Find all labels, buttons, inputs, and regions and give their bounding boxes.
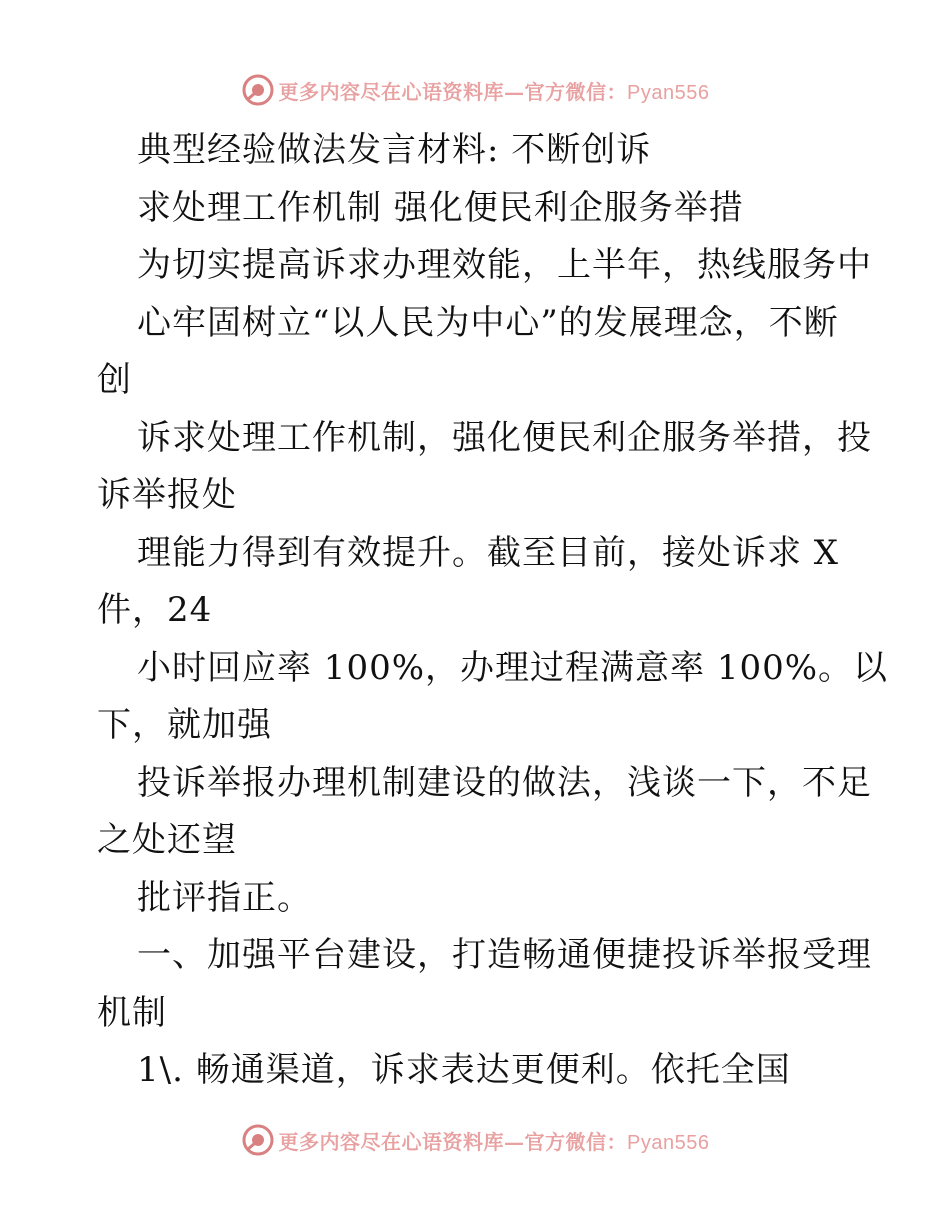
text-line: 之处还望 (97, 820, 237, 860)
text-line: 典型经验做法发言材料: 不断创诉 (137, 130, 652, 170)
logo-icon (241, 1123, 275, 1157)
text-line: 心牢固树立“以人民为中心”的发展理念，不断 (137, 302, 839, 343)
text-line: 为切实提高诉求办理效能，上半年，热线服务中 (137, 245, 872, 285)
watermark-text: 更多内容尽在心语资料库—官方微信：Pyan556 (278, 79, 710, 104)
watermark-header (0, 70, 950, 110)
logo-icon (241, 73, 275, 107)
text-line: 小时回应率 100%，办理过程满意率 100%。以 (137, 647, 889, 688)
text-line: 投诉举报办理机制建设的做法，浅谈一下，不足 (137, 762, 872, 803)
text-line: 下，就加强 (97, 705, 272, 745)
text-line: 批评指正。 (137, 877, 312, 918)
document-body (97, 122, 889, 1100)
text-line: 一、加强平台建设，打造畅通便捷投诉举报受理 (137, 935, 872, 975)
text-line: 1\. 畅通渠道，诉求表达更便利。依托全国 (137, 1050, 791, 1090)
watermark-footer (0, 1120, 950, 1160)
text-line: 理能力得到有效提升。截至目前，接处诉求 X (137, 532, 840, 573)
text-line: 求处理工作机制 强化便民利企服务举措 (137, 187, 744, 228)
text-line: 诉举报处 (97, 475, 237, 515)
text-line: 诉求处理工作机制，强化便民利企服务举措，投 (137, 417, 872, 458)
text-line: 机制 (97, 992, 167, 1033)
text-line: 创 (97, 360, 132, 400)
text-line: 件，24 (97, 590, 213, 630)
watermark-text: 更多内容尽在心语资料库—官方微信：Pyan556 (278, 1129, 710, 1154)
